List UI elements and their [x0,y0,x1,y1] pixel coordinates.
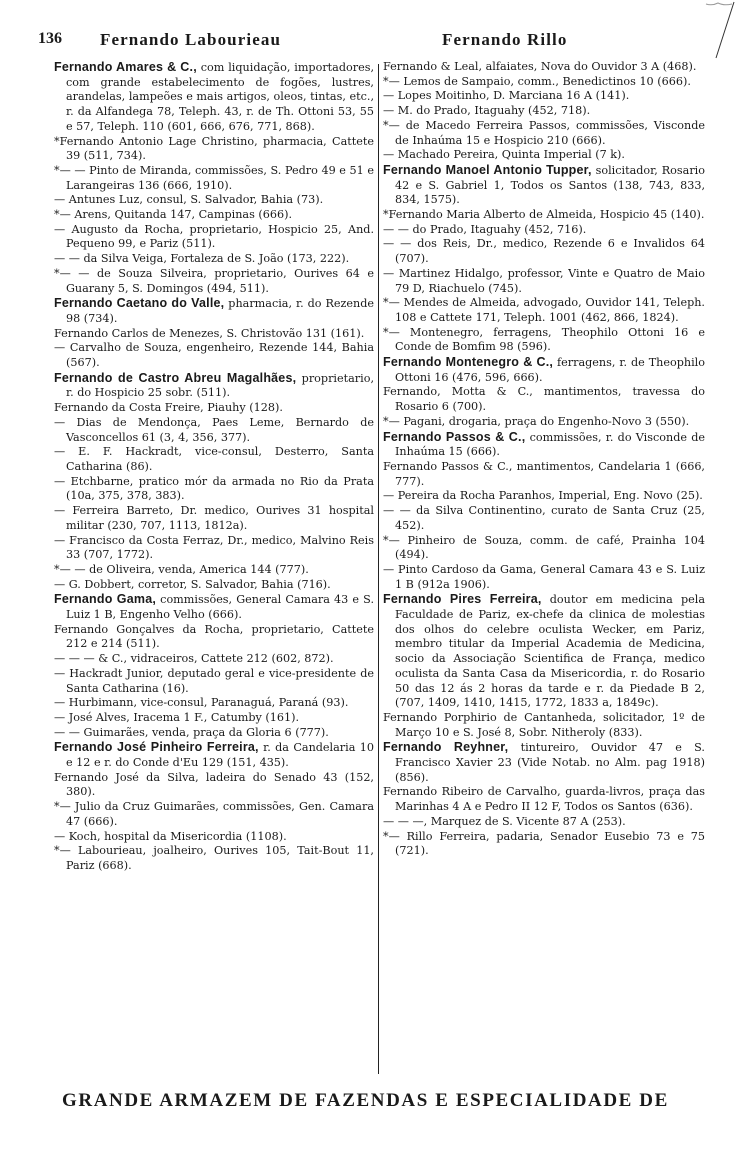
directory-entry [54,725,374,741]
entry-text: — E. F. Hackradt, vice-consul, Desterro, Santa Catharina (86). [54,445,374,473]
entry-text: *— Montenegro, ferragens, Theophilo Ottoni 16 e Conde de Bomfim 98 (596). [383,325,705,354]
directory-entry [54,222,374,252]
directory-entry [383,74,705,90]
pencil-mark [676,0,736,60]
entry-text: — Dias de Mendonça, Paes Leme, Bernardo de Vasconcellos 61 (3, 4, 356, 377). [54,415,374,444]
directory-entry [383,266,705,296]
entry-text: *— Arens, Quitanda 147, Campinas (666). [54,208,293,222]
entry-heading: Fernando Manoel Antonio Tupper, [383,162,592,177]
entry-text: — Pereira da Rocha Paranhos, Imperial, Eng. Novo (25). [383,489,703,503]
entry-text: — José Alves, Iracema 1 F., Catumby (161). [54,710,300,724]
directory-entry [54,829,374,845]
directory-entry [383,355,705,385]
entry-text: *— Pagani, drogaria, praça do Engenho-Novo 3 (550). [383,414,690,428]
entry-heading: Fernando Amares & C., [54,60,197,74]
entry-text: Fernando & Leal, alfaiates, Nova do Ouvidor 3 A (468). [383,60,697,73]
directory-entry [54,504,374,533]
directory-entry [383,60,705,75]
entry-text: Fernando Ribeiro de Carvalho, guarda-livros, praça das Marinhas 4 A e Pedro II 12 F, Todos os Santos (636). [383,785,705,814]
entry-text: — Antunes Luz, consul, S. Salvador, Bahia (73). [54,193,324,207]
directory-entry [383,222,705,238]
entry-text: — Carvalho de Souza, engenheiro, Rezende 144, Bahia (567). [54,341,374,370]
entry-text: *— Mendes de Almeida, advogado, Ouvidor 141, Teleph. 108 e Cattete 171, Teleph. 1001 (462, 866, 1824). [383,296,705,324]
entry-text: pharmacia, r. do Rezende 98 (734). [66,297,375,325]
entry-text: Fernando Carlos de Menezes, S. Christovão 131 (161). [54,326,365,340]
directory-entry [54,445,374,474]
entry-text: — Lopes Moitinho, D. Marciana 16 A (141). [383,89,630,103]
entry-text: *— Julio da Cruz Guimarães, commissões, Gen. Camara 47 (666). [54,800,374,828]
directory-entry [54,415,374,445]
entry-text: ferragens, r. de Theophilo Ottoni 16 (476, 596, 666). [395,356,705,384]
entry-text: *— — de Souza Silveira, proprietario, Ourives 64 e Guarany 5, S. Domingos (494, 511). [54,266,374,295]
entry-text: — Machado Pereira, Quinta Imperial (7 k). [383,148,625,162]
entry-text: Fernando da Costa Freire, Piauhy (128). [54,401,283,415]
directory-entry [54,710,374,726]
entry-text: *— — de Oliveira, venda, America 144 (777). [54,562,309,576]
entry-text: Fernando Gonçalves da Rocha, proprietario, Cattete 212 e 214 (511). [54,622,374,651]
entry-heading: Fernando Caetano do Valle, [54,296,225,311]
directory-entry [54,577,374,593]
directory-entry [383,208,705,223]
directory-entry [54,666,374,696]
directory-entry [54,592,375,622]
entry-heading: Fernando de Castro Abreu Magalhães, [54,370,297,385]
entry-text: Fernando, Motta & C., mantimentos, travessa do Rosario 6 (700). [383,385,705,414]
entry-text: tintureiro, Ouvidor 47 e S. Francisco Xavier 23 (Vide Notab. no Alm. pag 1918) (856). [395,741,705,784]
directory-entry [54,652,374,667]
directory-entry [383,562,705,592]
directory-entry [54,296,375,326]
directory-entry [54,341,374,370]
entry-text: — — do Prado, Itaguahy (452, 716). [383,222,587,236]
directory-entry [383,459,705,489]
directory-entry [54,800,374,829]
directory-entry [383,710,705,740]
page-number: 136 [38,30,62,47]
entry-text: *— Lemos de Sampaio, comm., Benedictinos 10 (666). [383,74,691,88]
directory-entry [54,474,374,504]
entry-text: Fernando Passos & C., mantimentos, Candelaria 1 (666, 777). [383,459,705,488]
entry-text: — — da Silva Veiga, Fortaleza de S. João (173, 222). [54,252,350,266]
directory-entry [54,562,374,578]
entry-heading: Fernando Pires Ferreira, [383,592,542,607]
entry-text: proprietario, r. do Hospicio 25 sobr. (511). [66,371,374,400]
entry-text: — — Guimarães, venda, praça da Gloria 6 (777). [54,725,329,739]
entry-heading: Fernando Montenegro & C., [383,355,554,370]
entry-text: Fernando José da Silva, ladeira do Senado 43 (152, 380). [54,770,374,799]
directory-entry [54,740,375,770]
directory-entry [383,118,705,148]
entry-text: *— Labourieau, joalheiro, Ourives 105, Tait-Bout 11, Pariz (668). [54,844,374,872]
directory-entry [383,296,705,325]
entry-text: r. da Candelaria 10 e 12 e r. do Conde d'Eu 129 (151, 435). [66,741,375,770]
entry-text: — Ferreira Barreto, Dr. medico, Ourives 31 hospital militar (230, 707, 1113, 1812a). [54,504,374,532]
directory-entry [54,844,374,873]
entry-text: — G. Dobbert, corretor, S. Salvador, Bahia (716). [54,577,331,591]
directory-entry [54,252,374,267]
directory-entry [383,785,705,814]
directory-entry [383,592,705,711]
directory-entry [383,740,705,785]
directory-entry [54,622,374,652]
entry-heading: Fernando José Pinheiro Ferreira, [54,740,259,755]
directory-entry [54,370,374,401]
directory-entry [54,401,374,416]
directory-entry [383,504,705,533]
entry-heading: Fernando Reyhner, [383,740,509,755]
entry-text: — Koch, hospital da Misericordia (1108). [54,829,287,843]
entry-text: — — — & C., vidraceiros, Cattete 212 (602, 872). [54,652,334,666]
entry-text: — Martinez Hidalgo, professor, Vinte e Quatro de Maio 79 D, Riachuelo (745). [383,266,705,295]
footer-advert: GRANDE ARMAZEM DE FAZENDAS E ESPECIALIDADE DE [62,1090,669,1111]
entry-text: commissões, r. do Visconde de Inhaúma 15 (666). [395,430,705,459]
directory-entry [383,533,705,563]
directory-entry [54,770,374,800]
directory-entry [383,814,705,830]
entry-text: — Pinto Cardoso da Gama, General Camara 43 e S. Luiz 1 B (912a 1906). [383,562,705,591]
entry-text: commissões, General Camara 43 e S. Luiz 1 B, Engenho Velho (666). [66,593,375,622]
right-column [383,60,705,859]
entry-text: — — —, Marquez de S. Vicente 87 A (253). [383,814,626,828]
entry-text: *— de Macedo Ferreira Passos, commissões, Visconde de Inhaúma 15 e Hospicio 210 (666). [383,118,705,147]
directory-entry [54,193,374,208]
entry-text: doutor em medicina pela Faculdade de Pariz, ex-chefe da clinica de molestias dos olhos do celebre oculista Wecker, em Pariz, membro titular da Imperial Academia de Medicina, socio da Associação Scientifica de França, medico oculista da Santa Casa da Misericordia, r. do Rosario 50 das 12 ás 2 horas da tarde e r. da Piedade B 2, (707, 1409, 1410, 1415, 1772, 1833 a, 1849c). [395,593,705,710]
directory-entry [54,533,374,563]
entry-text: Fernando Porphirio de Cantanheda, solicitador, 1º de Março 10 e S. José 8, Sobr. Nitheroly (833). [383,710,705,739]
entry-text: com liquidação, importadores, com grande estabelecimento de fogões, lustres, arandelas, lampeões e mais artigos, oleos, tintas, etc., r. da Alfandega 78, Teleph. 43, r. de Th. Ottoni 53, 55 e 57, Teleph. 110 (601, 666, 676, 771, 868). [66,61,375,133]
directory-entry [383,89,705,104]
directory-entry [54,208,374,223]
entry-text: — — da Silva Continentino, curato de Santa Cruz (25, 452). [383,504,705,532]
left-column [54,60,374,874]
directory-entry [54,134,374,164]
directory-entry [54,326,374,342]
entry-text: — Etchbarne, pratico mór da armada no Rio da Prata (10a, 375, 378, 383). [54,474,374,503]
directory-entry [383,162,705,208]
entry-text: — Augusto da Rocha, proprietario, Hospicio 25, And. Pequeno 99, e Pariz (511). [54,222,374,251]
directory-entry [383,429,705,460]
entry-text: *— — Pinto de Miranda, commissões, S. Pedro 49 e 51 e Larangeiras 136 (666, 1910). [54,163,374,192]
directory-entry [383,325,705,355]
left-running-head: Fernando Labourieau [100,30,282,49]
entry-text: — Francisco da Costa Ferraz, Dr., medico, Malvino Reis 33 (707, 1772). [54,533,374,562]
directory-entry [54,696,374,711]
right-running-head: Fernando Rillo [442,30,568,49]
column-divider [378,64,379,1074]
directory-entry [383,148,705,163]
directory-entry [54,60,375,135]
entry-heading: Fernando Gama, [54,592,157,607]
entry-heading: Fernando Passos & C., [383,429,526,444]
entry-text: *Fernando Maria Alberto de Almeida, Hospicio 45 (140). [383,208,705,222]
entry-text: *— Rillo Ferreira, padaria, Senador Eusebio 73 e 75 (721). [383,829,705,858]
entry-text: — — dos Reis, Dr., medico, Rezende 6 e Invalidos 64 (707). [383,237,705,266]
entry-text: — Hurbimann, vice-consul, Paranaguá, Paraná (93). [54,696,349,710]
entry-text: solicitador, Rosario 42 e S. Gabriel 1, Todos os Santos (138, 743, 833, 834, 1575). [395,163,705,207]
entry-text: — Hackradt Junior, deputado geral e vice-presidente de Santa Catharina (16). [54,666,374,695]
directory-entry [383,829,705,859]
directory-entry [54,163,374,193]
directory-entry [383,237,705,266]
entry-text: — M. do Prado, Itaguahy (452, 718). [383,104,591,118]
entry-text: *— Pinheiro de Souza, comm. de café, Prainha 104 (494). [383,533,705,562]
directory-entry [383,489,705,504]
directory-entry [383,104,705,119]
directory-entry [54,266,374,296]
entry-text: *Fernando Antonio Lage Christino, pharmacia, Cattete 39 (511, 734). [54,134,374,163]
directory-entry [383,385,705,414]
directory-entry [383,414,705,430]
